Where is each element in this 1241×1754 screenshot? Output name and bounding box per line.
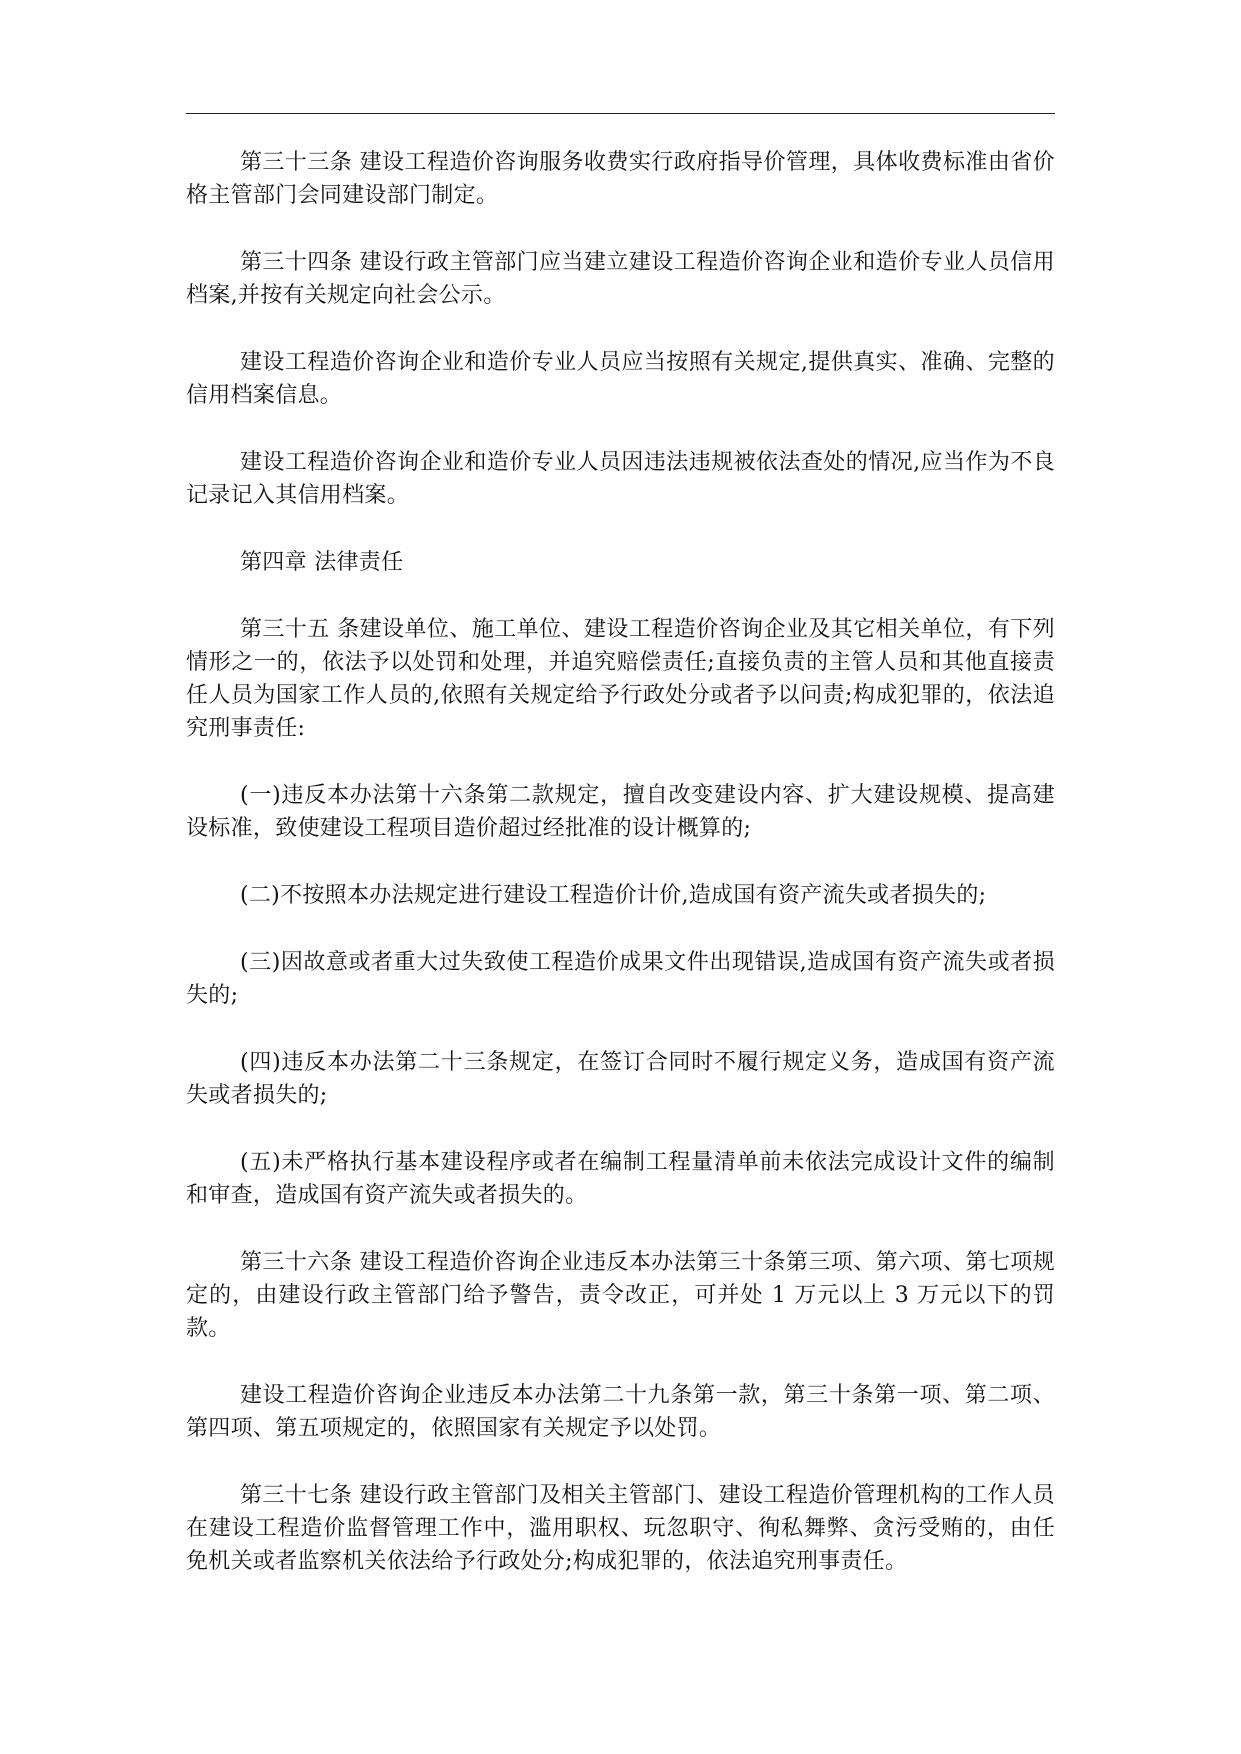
- article-35: 第三十五 条建设单位、施工单位、建设工程造价咨询企业及其它相关单位，有下列情形之一的，依法予以处罚和处理，并追究赔偿责任;直接负责的主管人员和其他直接责任人员为国家工作人员的,依照有关规定给予行政处分或者予以问责;构成犯罪的，依法追究刑事责任:: [186, 617, 1055, 741]
- article-35-item-1: (一)违反本办法第十六条第二款规定，擅自改变建设内容、扩大建设规模、提高建设标准，致使建设工程项目造价超过经批准的设计概算的;: [186, 783, 1055, 841]
- article-35-item-2: (二)不按照本办法规定进行建设工程造价计价,造成国有资产流失或者损失的;: [240, 883, 987, 908]
- header-rule: [186, 113, 1055, 114]
- article-35-item-3: (三)因故意或者重大过失致使工程造价成果文件出现错误,造成国有资产流失或者损失的;: [186, 950, 1055, 1008]
- chapter-heading: 第四章 法律责任: [240, 550, 404, 575]
- article-37: 第三十七条 建设行政主管部门及相关主管部门、建设工程造价管理机构的工作人员在建设工程造价监督管理工作中，滥用职权、玩忽职守、徇私舞弊、贪污受贿的，由任免机关或者监察机关依法给予行政处分;构成犯罪的，依法追究刑事责任。: [186, 1483, 1055, 1574]
- article-34-clause-2: 建设工程造价咨询企业和造价专业人员应当按照有关规定,提供真实、准确、完整的信用档案信息。: [186, 350, 1055, 408]
- document-body: [186, 146, 1055, 1612]
- article-35-item-5: (五)未严格执行基本建设程序或者在编制工程量清单前未依法完成设计文件的编制和审查，造成国有资产流失或者损失的。: [186, 1150, 1055, 1208]
- article-36: 第三十六条 建设工程造价咨询企业违反本办法第三十条第三项、第六项、第七项规定的，由建设行政主管部门给予警告，责令改正，可并处 1 万元以上 3 万元以下的罚款。: [186, 1250, 1055, 1341]
- article-35-item-4: (四)违反本办法第二十三条规定，在签订合同时不履行规定义务，造成国有资产流失或者损失的;: [186, 1050, 1055, 1108]
- article-34-clause-3: 建设工程造价咨询企业和造价专业人员因违法违规被依法查处的情况,应当作为不良记录记入其信用档案。: [186, 450, 1055, 508]
- article-36-clause-2: 建设工程造价咨询企业违反本办法第二十九条第一款，第三十条第一项、第二项、第四项、第五项规定的，依照国家有关规定予以处罚。: [186, 1383, 1055, 1441]
- article-34: 第三十四条 建设行政主管部门应当建立建设工程造价咨询企业和造价专业人员信用档案,并按有关规定向社会公示。: [186, 250, 1055, 308]
- article-33: 第三十三条 建设工程造价咨询服务收费实行政府指导价管理，具体收费标准由省价格主管部门会同建设部门制定。: [186, 150, 1055, 208]
